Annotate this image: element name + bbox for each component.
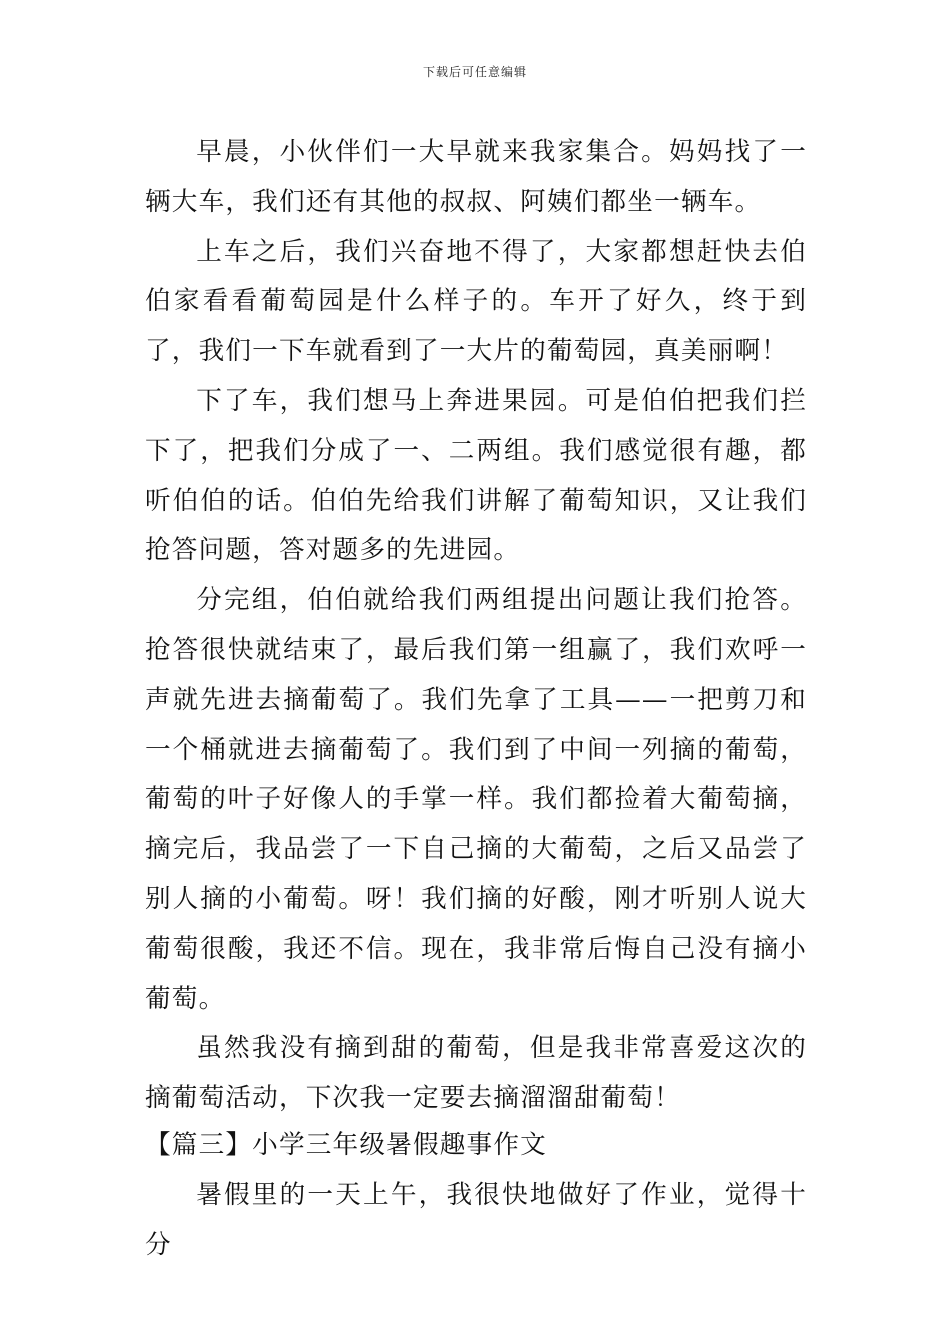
paragraph-5: 虽然我没有摘到甜的葡萄，但是我非常喜爱这次的摘葡萄活动，下次我一定要去摘溜溜甜葡萄！ xyxy=(145,1033,807,1114)
essay-body xyxy=(145,128,807,1124)
download-note: 下载后可任意编辑 xyxy=(422,65,527,79)
section-paragraph-1: 暑假里的一天上午，我很快地做好了作业，觉得十分 xyxy=(145,1180,807,1260)
paragraph-2: 上车之后，我们兴奋地不得了，大家都想赶快去伯伯家看看葡萄园是什么样子的。车开了好久，终于到了，我们一下车就看到了一大片的葡萄园，真美丽啊！ xyxy=(145,236,807,367)
paragraph-3: 下了车，我们想马上奔进果园。可是伯伯把我们拦下了，把我们分成了一、二两组。我们感觉很有趣，都听伯伯的话。伯伯先给我们讲解了葡萄知识，又让我们抢答问题，答对题多的先进园。 xyxy=(145,385,807,566)
paragraph-4: 分完组，伯伯就给我们两组提出问题让我们抢答。抢答很快就结束了，最后我们第一组赢了，我们欢呼一声就先进去摘葡萄了。我们先拿了工具——一把剪刀和一个桶就进去摘葡萄了。我们到了中间一列摘的葡萄，葡萄的叶子好像人的手掌一样。我们都捡着大葡萄摘，摘完后，我品尝了一下自己摘的大葡萄，之后又品尝了别人摘的小葡萄。呀！我们摘的好酸，刚才听别人说大葡萄很酸，我还不信。现在，我非常后悔自己没有摘小葡萄。 xyxy=(145,585,807,1014)
section-title: 【篇三】小学三年级暑假趣事作文 xyxy=(145,1130,547,1160)
paragraph-1: 早晨，小伙伴们一大早就来我家集合。妈妈找了一辆大车，我们还有其他的叔叔、阿姨们都坐一辆车。 xyxy=(145,137,807,217)
section-body xyxy=(145,1171,807,1271)
